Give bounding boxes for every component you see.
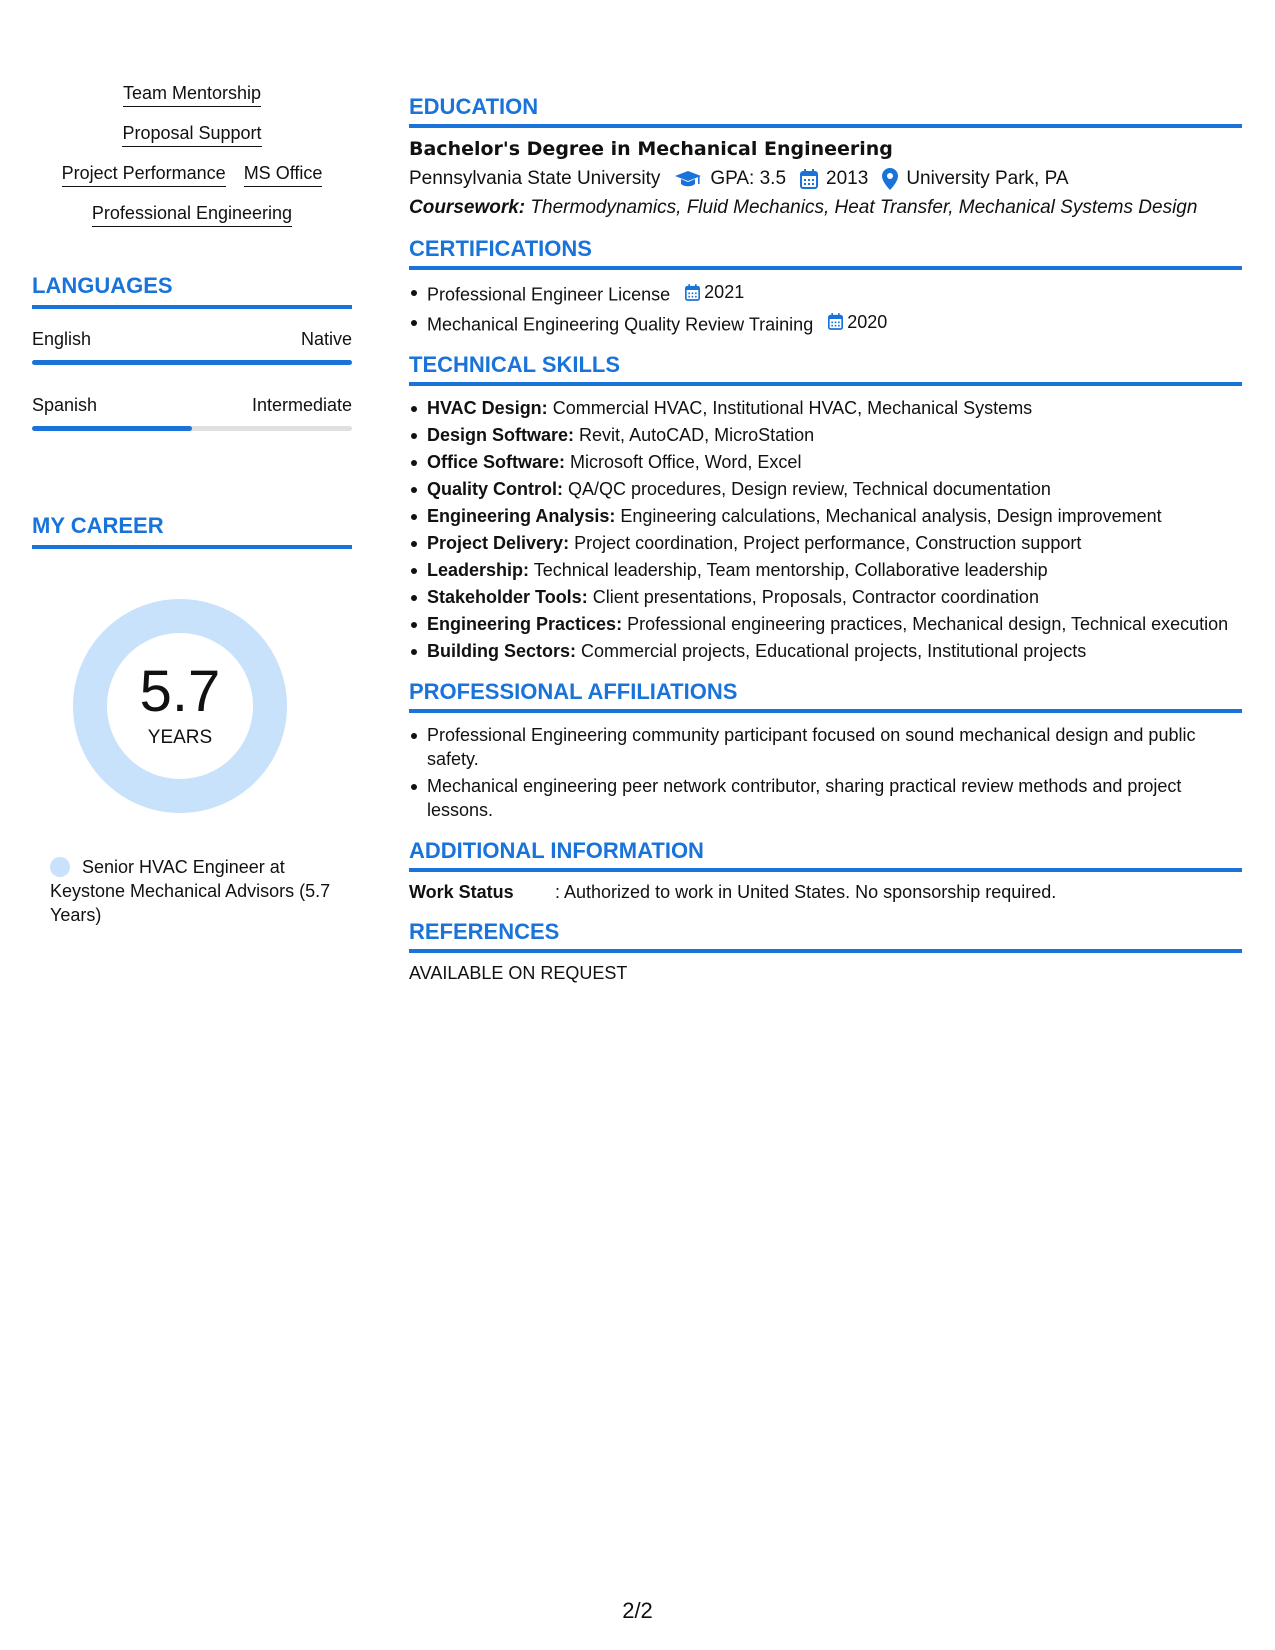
certifications-heading: CERTIFICATIONS <box>409 236 1242 270</box>
languages-heading: LANGUAGES <box>32 273 352 309</box>
technical-skill-item <box>409 396 1242 420</box>
left-column <box>32 84 352 927</box>
technical-skill-text: Project coordination, Project performance, Construction support <box>574 533 1082 553</box>
certifications-section <box>409 236 1242 336</box>
coursework <box>409 196 1242 220</box>
technical-skill-label: Design Software: <box>427 425 575 445</box>
certification-item <box>409 280 1242 307</box>
career-years-value: 5.7 <box>139 659 221 724</box>
technical-skill-item <box>409 423 1242 447</box>
references-section <box>409 919 1242 984</box>
career-donut-chart <box>67 593 293 819</box>
technical-skill-text: Revit, AutoCAD, MicroStation <box>579 425 815 445</box>
technical-skill-text: Professional engineering practices, Mechanical design, Technical execution <box>627 614 1229 634</box>
technical-skill-label: Stakeholder Tools: <box>427 587 588 607</box>
language-item <box>32 395 352 431</box>
coursework-list: Thermodynamics, Fluid Mechanics, Heat Transfer, Mechanical Systems Design <box>530 197 1198 218</box>
skill-tag: MS Office <box>244 164 323 187</box>
technical-skill-label: Office Software: <box>427 452 566 472</box>
career-entry-text: Senior HVAC Engineer at Keystone Mechanical Advisors (5.7 Years) <box>50 857 331 925</box>
technical-skill-text: Engineering calculations, Mechanical analysis, Design improvement <box>620 506 1162 526</box>
certification-item <box>409 310 1242 337</box>
language-name: English <box>32 329 92 349</box>
skill-tag: Team Mentorship <box>123 84 261 107</box>
certification-name: Mechanical Engineering Quality Review Training <box>427 314 814 334</box>
technical-skill-item <box>409 612 1242 636</box>
skills-row <box>32 124 352 147</box>
gpa: GPA: 3.5 <box>710 168 787 189</box>
language-item <box>32 329 352 365</box>
technical-skills-list <box>409 396 1242 663</box>
graduation-cap-icon <box>674 170 702 188</box>
technical-skill-label: HVAC Design: <box>427 398 548 418</box>
coursework-label: Coursework: <box>409 197 526 218</box>
language-name: Spanish <box>32 395 98 415</box>
degree-title: Bachelor's Degree in Mechanical Engineering <box>409 138 893 160</box>
language-level: Intermediate <box>251 395 352 415</box>
technical-skill-label: Engineering Practices: <box>427 614 623 634</box>
language-level: Native <box>300 329 352 349</box>
calendar-icon <box>828 313 843 330</box>
technical-skill-text: Technical leadership, Team mentorship, Collaborative leadership <box>533 560 1048 580</box>
work-status-value: : Authorized to work in United States. No sponsorship required. <box>555 882 1057 902</box>
technical-skills-heading: TECHNICAL SKILLS <box>409 352 1242 386</box>
certification-name: Professional Engineer License <box>427 284 671 305</box>
calendar-icon <box>685 284 700 301</box>
language-bar <box>32 426 352 431</box>
technical-skill-label: Project Delivery: <box>427 533 570 553</box>
technical-skill-item <box>409 477 1242 501</box>
technical-skill-item <box>409 504 1242 528</box>
education-heading: EDUCATION <box>409 94 1242 128</box>
technical-skill-label: Building Sectors: <box>427 641 577 661</box>
technical-skill-item <box>409 639 1242 663</box>
career-legend-dot <box>50 857 70 877</box>
school-name: Pennsylvania State University <box>409 168 661 189</box>
affiliations-section <box>409 679 1242 822</box>
technical-skill-text: Commercial HVAC, Institutional HVAC, Mechanical Systems <box>552 398 1033 418</box>
education-section <box>409 94 1242 220</box>
skills-row <box>32 164 352 187</box>
technical-skill-item <box>409 585 1242 609</box>
school-location: University Park, PA <box>906 168 1069 189</box>
work-status-label: Work Status <box>409 882 514 902</box>
technical-skill-item <box>409 558 1242 582</box>
career-years-unit: YEARS <box>147 727 213 748</box>
page-number: 2/2 <box>622 1598 653 1623</box>
technical-skill-text: Microsoft Office, Word, Excel <box>570 452 802 472</box>
skill-tag: Proposal Support <box>122 124 261 147</box>
affiliations-heading: PROFESSIONAL AFFILIATIONS <box>409 679 1242 713</box>
skills-row <box>32 84 352 107</box>
education-meta <box>409 168 1242 190</box>
graduation-year: 2013 <box>826 168 869 189</box>
technical-skill-label: Engineering Analysis: <box>427 506 616 526</box>
language-bar-fill <box>32 360 352 365</box>
skill-tag: Professional Engineering <box>92 204 292 227</box>
skills-cloud <box>32 84 352 227</box>
career-entry <box>50 855 352 927</box>
technical-skill-text: QA/QC procedures, Design review, Technical documentation <box>568 479 1051 499</box>
skills-row <box>32 204 352 227</box>
references-text: AVAILABLE ON REQUEST <box>409 963 628 983</box>
references-heading: REFERENCES <box>409 919 1242 953</box>
calendar-icon <box>800 169 818 189</box>
work-status-row <box>409 882 1242 903</box>
technical-skill-item <box>409 450 1242 474</box>
technical-skills-section <box>409 352 1242 663</box>
career-heading: MY CAREER <box>32 513 352 549</box>
skill-tag: Project Performance <box>62 164 226 187</box>
certification-year: 2020 <box>847 311 888 332</box>
technical-skill-item <box>409 531 1242 555</box>
certification-year: 2021 <box>704 282 745 302</box>
technical-skill-text: Commercial projects, Educational projects, Institutional projects <box>581 641 1087 661</box>
additional-info-heading: ADDITIONAL INFORMATION <box>409 838 1242 872</box>
technical-skill-label: Leadership: <box>427 560 530 580</box>
affiliation-item: Mechanical engineering peer network contributor, sharing practical review methods and project lessons. <box>409 774 1242 822</box>
technical-skill-label: Quality Control: <box>427 479 563 499</box>
location-pin-icon <box>882 168 898 190</box>
additional-info-section <box>409 838 1242 903</box>
technical-skill-text: Client presentations, Proposals, Contractor coordination <box>592 587 1039 607</box>
right-column <box>409 94 1242 1000</box>
language-bar <box>32 360 352 365</box>
language-bar-fill <box>32 426 192 431</box>
affiliation-item: Professional Engineering community participant focused on sound mechanical design and public safety. <box>409 723 1242 771</box>
